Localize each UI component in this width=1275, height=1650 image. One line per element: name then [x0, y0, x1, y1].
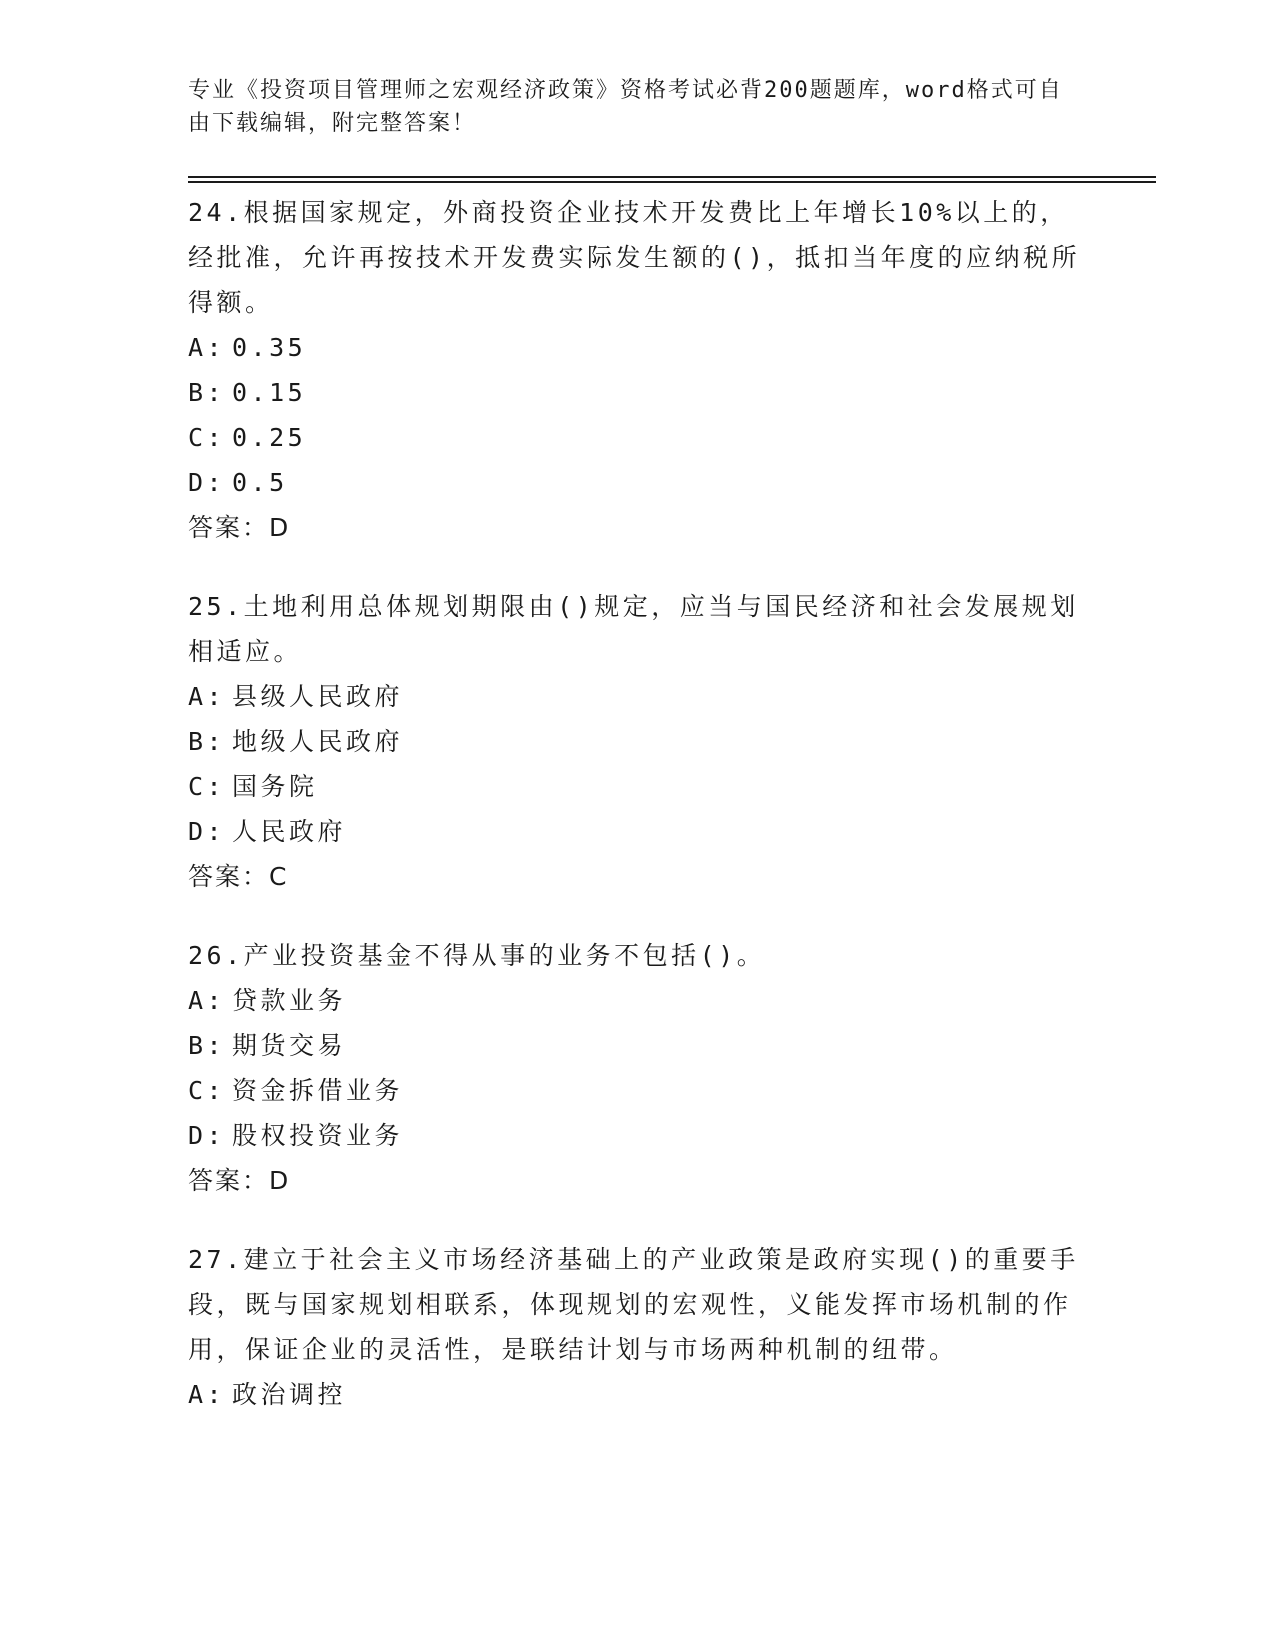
answer: 答案：D	[188, 1166, 291, 1195]
option-key: B:	[188, 727, 226, 756]
question-25	[188, 584, 1088, 899]
document-header: 专业《投资项目管理师之宏观经济政策》资格考试必背200题题库，word格式可自由下载编辑，附完整答案！	[188, 78, 1063, 136]
option-value: 0.15	[232, 378, 307, 407]
option-key: B:	[188, 1031, 226, 1060]
option-value: 县级人民政府	[232, 682, 404, 711]
option-key: D:	[188, 468, 226, 497]
option-value: 地级人民政府	[232, 727, 404, 756]
option-key: C:	[188, 1076, 226, 1105]
option-value: 人民政府	[232, 817, 347, 846]
question-text: 26.产业投资基金不得从事的业务不包括()。	[188, 941, 766, 970]
answer: 答案：C	[188, 862, 289, 891]
option-value: 政治调控	[232, 1380, 347, 1409]
option-a	[188, 325, 1088, 370]
option-d	[188, 809, 1088, 854]
option-b	[188, 719, 1088, 764]
option-a	[188, 1372, 1088, 1417]
option-d	[188, 460, 1088, 505]
option-value: 国务院	[232, 772, 318, 801]
option-key: D:	[188, 817, 226, 846]
option-key: D:	[188, 1121, 226, 1150]
option-key: C:	[188, 423, 226, 452]
option-d	[188, 1113, 1088, 1158]
header-rule-bottom	[188, 181, 1156, 183]
option-value: 贷款业务	[232, 986, 347, 1015]
option-value: 0.5	[232, 468, 288, 497]
question-27	[188, 1237, 1088, 1417]
option-b	[188, 1023, 1088, 1068]
question-text: 27.建立于社会主义市场经济基础上的产业政策是政府实现()的重要手段，既与国家规划相联系，体现规划的宏观性，义能发挥市场机制的作用，保证企业的灵活性，是联结计划与市场两种机制的纽带。	[188, 1245, 1079, 1364]
question-26	[188, 933, 1088, 1203]
option-c	[188, 1068, 1088, 1113]
option-b	[188, 370, 1088, 415]
option-key: A:	[188, 986, 226, 1015]
header-rule-top	[188, 176, 1156, 178]
question-text: 24.根据国家规定，外商投资企业技术开发费比上年增长10%以上的，经批准，允许再按技术开发费实际发生额的()，抵扣当年度的应纳税所得额。	[188, 198, 1081, 317]
option-value: 期货交易	[232, 1031, 347, 1060]
question-list	[188, 190, 1088, 1451]
option-c	[188, 764, 1088, 809]
option-key: B:	[188, 378, 226, 407]
option-key: A:	[188, 333, 226, 362]
option-c	[188, 415, 1088, 460]
option-value: 0.25	[232, 423, 307, 452]
answer: 答案：D	[188, 513, 291, 542]
option-key: C:	[188, 772, 226, 801]
option-key: A:	[188, 682, 226, 711]
option-key: A:	[188, 1380, 226, 1409]
option-a	[188, 674, 1088, 719]
question-text: 25.土地利用总体规划期限由()规定，应当与国民经济和社会发展规划相适应。	[188, 592, 1079, 666]
option-value: 资金拆借业务	[232, 1076, 404, 1105]
option-a	[188, 978, 1088, 1023]
question-24	[188, 190, 1088, 550]
option-value: 股权投资业务	[232, 1121, 404, 1150]
option-value: 0.35	[232, 333, 307, 362]
